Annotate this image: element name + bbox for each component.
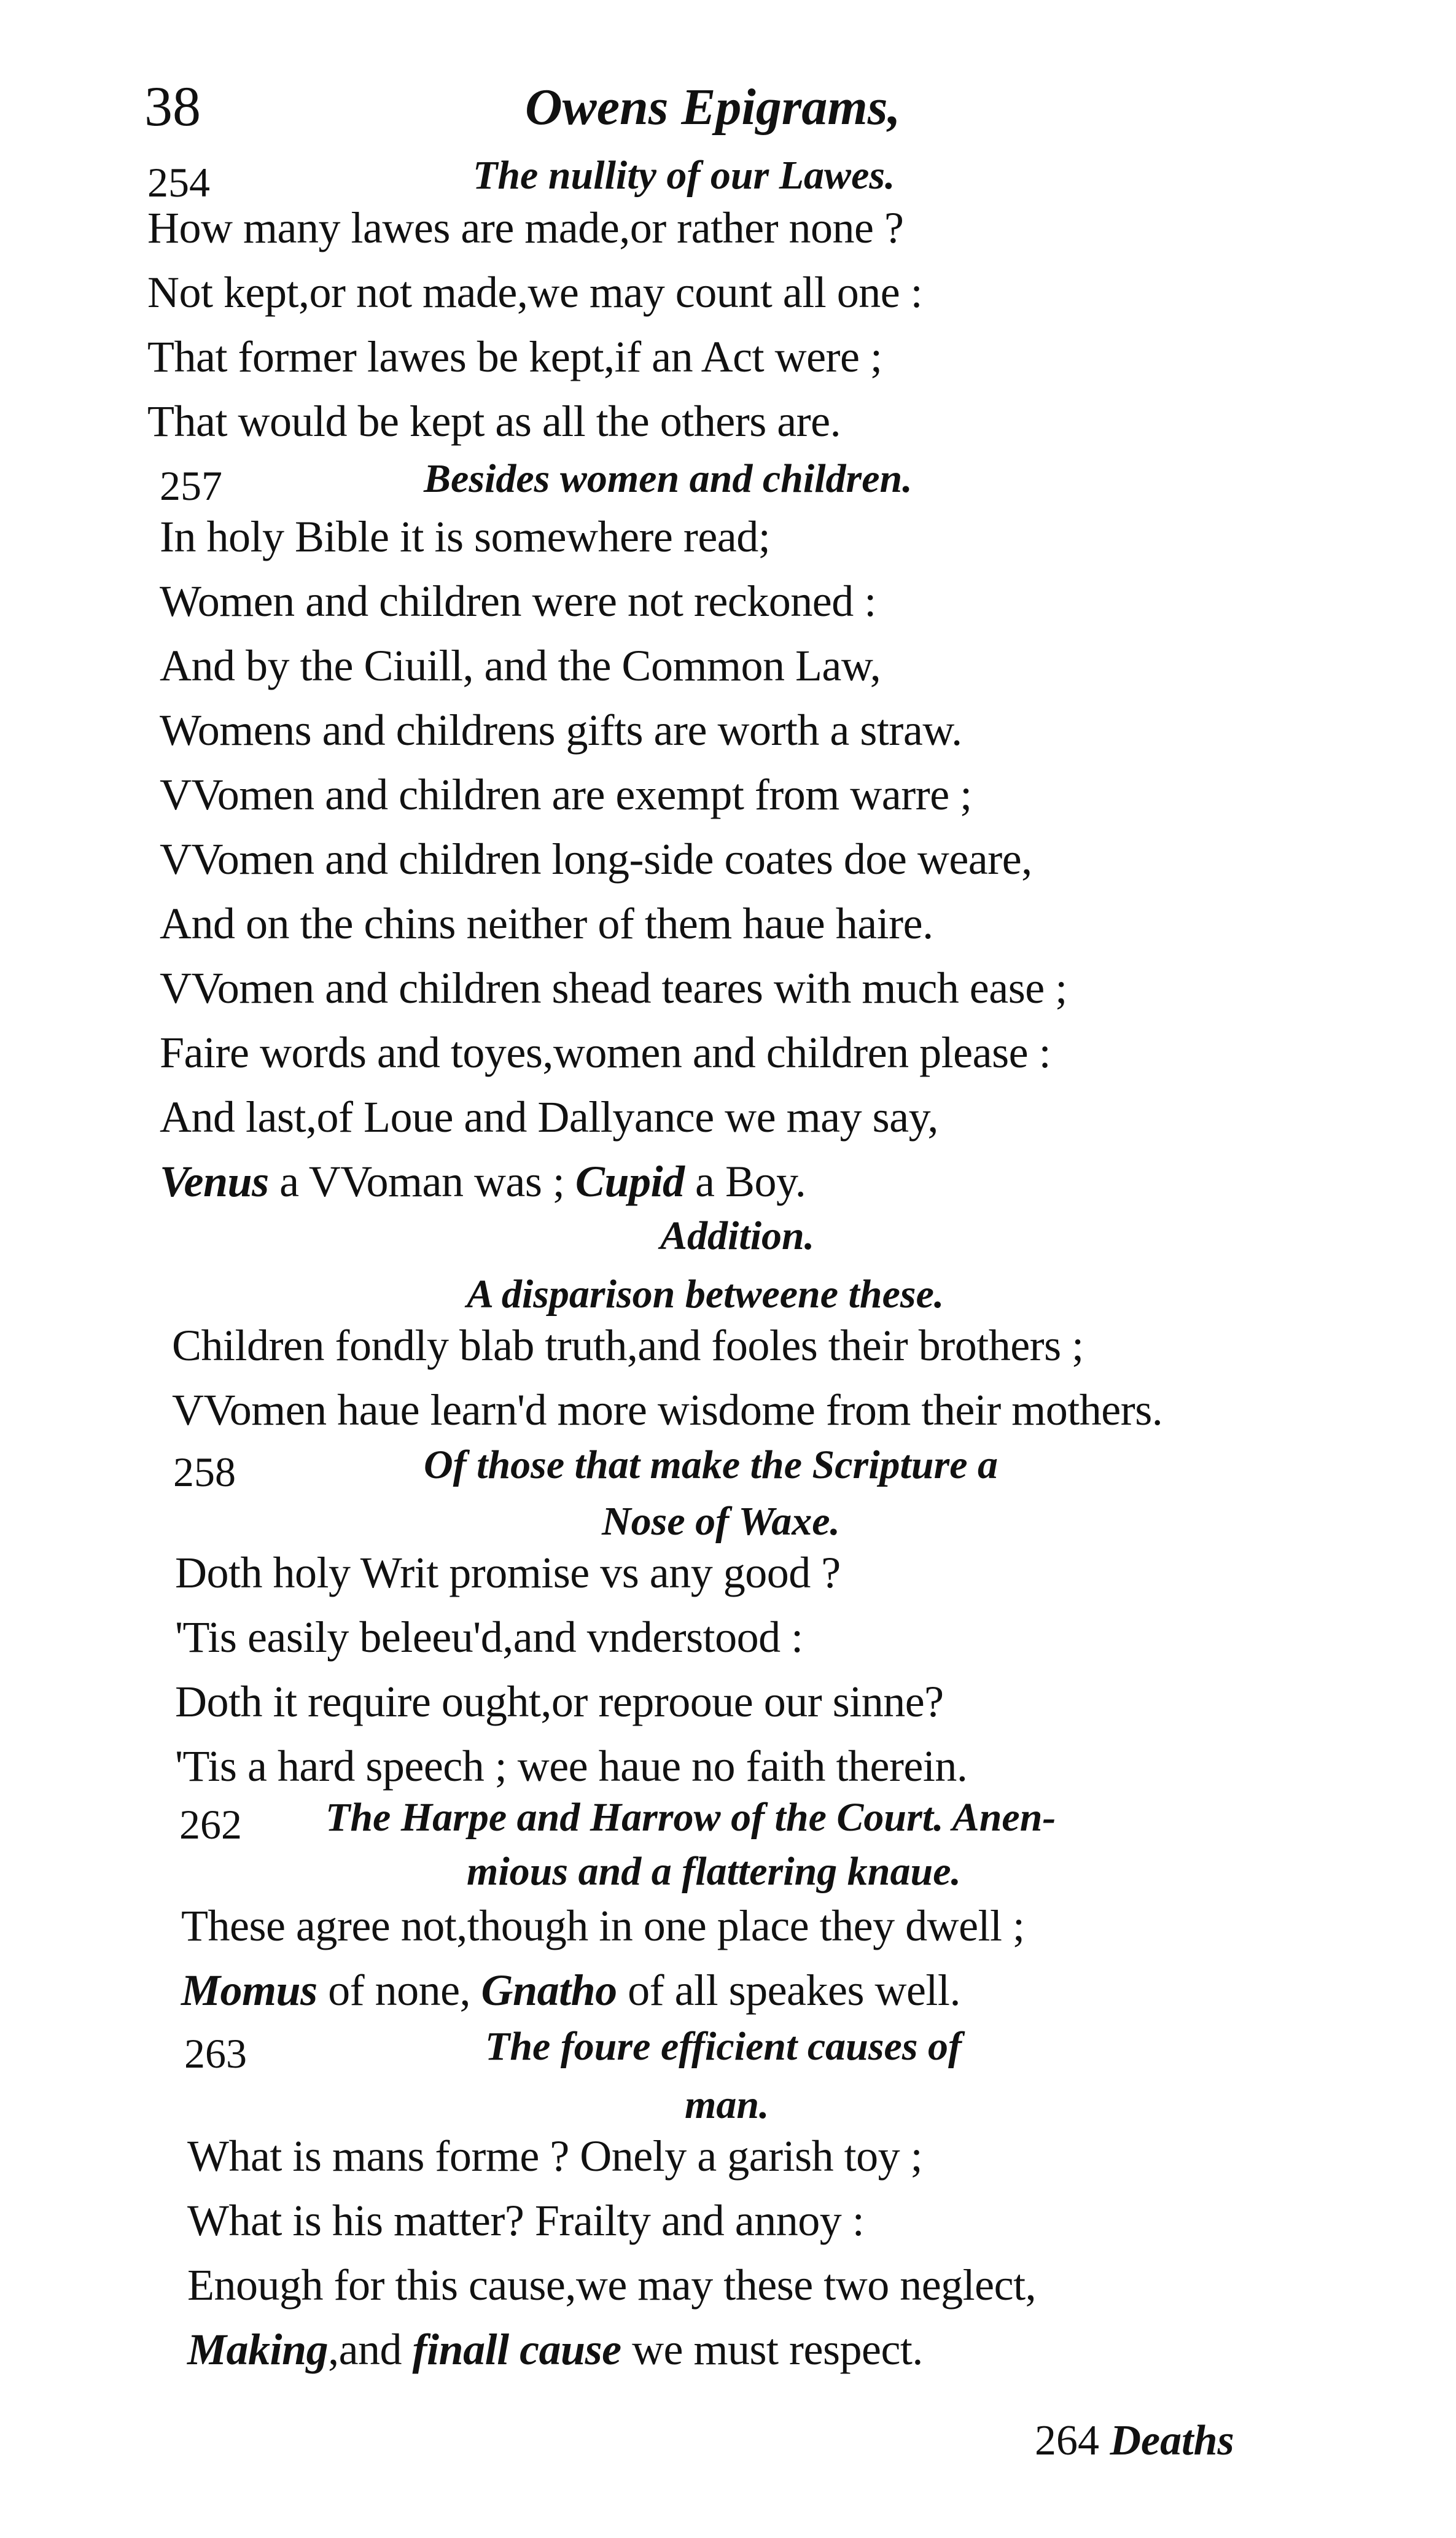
epigram-number: 262 xyxy=(179,1801,242,1848)
name-venus: Venus xyxy=(160,1157,269,1206)
term-making: Making xyxy=(187,2325,329,2374)
verse-text: ,and xyxy=(328,2325,413,2374)
epigram-title-line: Of those that make the Scripture a xyxy=(424,1442,999,1487)
verse-text: a Boy. xyxy=(684,1157,806,1206)
name-gnatho: Gnatho xyxy=(481,1966,617,2015)
verse-line: VVomen haue learn'd more wisdome from their mothers. xyxy=(172,1385,1163,1434)
verse-line: Doth holy Writ promise vs any good ? xyxy=(175,1548,841,1597)
epigram-title-line: Nose of Waxe. xyxy=(602,1499,841,1544)
epigram-number: 263 xyxy=(184,2030,247,2077)
verse-line: What is mans forme ? Onely a garish toy ; xyxy=(187,2131,923,2181)
catchword xyxy=(1035,2416,1234,2466)
verse-text: of all speakes well. xyxy=(617,1966,960,2015)
catchword-number: 264 xyxy=(1035,2417,1099,2464)
page-number: 38 xyxy=(144,75,201,138)
verse-line: Doth it require ought,or reprooue our sinne? xyxy=(175,1677,944,1726)
verse-line: Womens and childrens gifts are worth a straw. xyxy=(160,706,962,755)
verse-line: What is his matter? Frailty and annoy : xyxy=(187,2196,865,2245)
verse-line: 'Tis easily beleeu'd,and vnderstood : xyxy=(175,1613,803,1662)
addition-title: A disparison betweene these. xyxy=(467,1272,944,1317)
verse-line-venus-cupid xyxy=(160,1156,806,1207)
verse-line: That former lawes be kept,if an Act were ; xyxy=(147,332,882,381)
epigram-title: Besides women and children. xyxy=(424,456,913,501)
verse-line: Women and children were not reckoned : xyxy=(160,577,876,626)
epigram-number: 257 xyxy=(160,462,222,509)
verse-line: That would be kept as all the others are. xyxy=(147,397,841,446)
verse-text: of none, xyxy=(317,1966,481,2015)
verse-line: VVomen and children long-side coates doe weare, xyxy=(160,835,1032,884)
verse-line: 'Tis a hard speech ; wee haue no faith therein. xyxy=(175,1742,968,1791)
verse-line: Not kept,or not made,we may count all one : xyxy=(147,268,923,317)
verse-line: Enough for this cause,we may these two neglect, xyxy=(187,2260,1037,2310)
verse-line: Children fondly blab truth,and fooles their brothers ; xyxy=(172,1321,1084,1370)
name-cupid: Cupid xyxy=(575,1157,685,1206)
addition-label: Addition. xyxy=(660,1213,815,1258)
verse-text: we must respect. xyxy=(621,2325,923,2374)
verse-line-making-cause xyxy=(187,2324,923,2375)
verse-line: VVomen and children are exempt from warre ; xyxy=(160,770,972,819)
epigram-title-line: man. xyxy=(685,2082,769,2127)
name-momus: Momus xyxy=(181,1966,317,2015)
verse-line-momus-gnatho xyxy=(181,1965,960,2016)
running-title: Owens Epigrams, xyxy=(525,79,901,136)
running-head xyxy=(144,74,1311,141)
verse-line: Faire words and toyes,women and children please : xyxy=(160,1028,1051,1077)
verse-line: How many lawes are made,or rather none ? xyxy=(147,203,904,252)
verse-line: VVomen and children shead teares with much ease ; xyxy=(160,963,1067,1013)
term-finall-cause: finall cause xyxy=(412,2325,621,2374)
epigram-title-line: The foure efficient causes of xyxy=(485,2024,962,2069)
epigram-title-line: mious and a flattering knaue. xyxy=(467,1849,961,1894)
verse-line: These agree not,though in one place they dwell ; xyxy=(181,1901,1025,1950)
epigram-number: 254 xyxy=(147,159,210,206)
verse-line: And last,of Loue and Dallyance we may say, xyxy=(160,1092,938,1142)
epigram-number: 258 xyxy=(173,1449,236,1495)
epigram-title: The nullity of our Lawes. xyxy=(473,153,895,198)
epigram-title-line: The Harpe and Harrow of the Court. Anen- xyxy=(325,1795,1056,1840)
verse-line: And on the chins neither of them haue haire. xyxy=(160,899,933,948)
verse-line: In holy Bible it is somewhere read; xyxy=(160,512,771,561)
verse-text: a VVoman was ; xyxy=(268,1157,575,1206)
catchword-word: Deaths xyxy=(1110,2417,1234,2464)
verse-line: And by the Ciuill, and the Common Law, xyxy=(160,641,881,690)
